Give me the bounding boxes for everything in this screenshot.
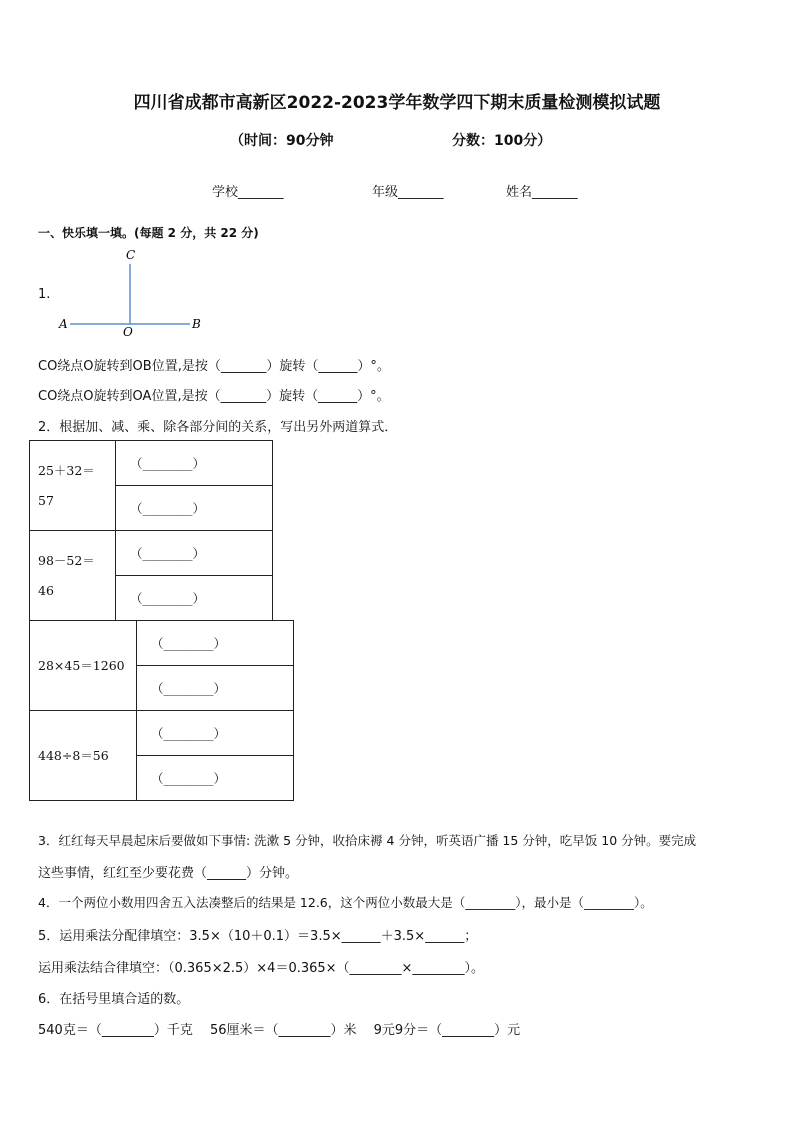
q3-line2: 这些事情，红红至少要花费（______）分钟。	[38, 866, 299, 881]
q1-line2: CO绕点O旋转到OA位置,是按（_______）旋转（______）°。	[38, 389, 390, 404]
score-label: 分数：100分）	[452, 133, 552, 149]
expr-cell: 448÷8＝56	[30, 711, 137, 801]
table-row	[30, 441, 273, 486]
page-title: 四川省成都市高新区2022-2023学年数学四下期末质量检测模拟试题	[133, 93, 661, 113]
label-b: B	[192, 317, 201, 331]
answer-blank[interactable]: （________）	[116, 441, 273, 486]
answer-blank[interactable]: （________）	[137, 711, 294, 756]
expr-cell: 28×45＝1260	[30, 621, 137, 711]
q2-table-1	[29, 440, 273, 621]
angle-diagram	[56, 246, 216, 340]
q6-line: 540克＝（________）千克 56厘米＝（________）米 9元9分＝（________）元	[38, 1023, 521, 1038]
expr-cell: 25＋32＝ 57	[30, 441, 116, 531]
answer-blank[interactable]: （________）	[137, 756, 294, 801]
q3-line1: 3．红红每天早晨起床后要做如下事情: 洗漱 5 分钟，收拾床褥 4 分钟，听英语广播 15 分钟，吃早饭 10 分钟。要完成	[38, 833, 697, 848]
label-o: O	[123, 325, 133, 339]
expr-cell: 98－52＝ 46	[30, 531, 116, 621]
q6-text: 6．在括号里填合适的数。	[38, 992, 190, 1007]
table-row	[30, 531, 273, 576]
time-label: （时间：90分钟	[230, 133, 334, 149]
answer-blank[interactable]: （________）	[116, 531, 273, 576]
q4-text: 4．一个两位小数用四舍五入法凑整后的结果是 12.6，这个两位小数最大是（________），最小是（________）。	[38, 895, 653, 910]
q2-text: 2．根据加、减、乘、除各部分间的关系，写出另外两道算式．	[38, 420, 398, 435]
answer-blank[interactable]: （________）	[137, 666, 294, 711]
table-row	[30, 711, 294, 756]
name-field: 姓名_______	[506, 185, 578, 200]
question-number: 1.	[38, 287, 51, 302]
section-heading: 一、快乐填一填。(每题 2 分，共 22 分)	[38, 226, 259, 240]
grade-field: 年级_______	[372, 185, 444, 200]
q5-line1: 5．运用乘法分配律填空：3.5×（10＋0.1）＝3.5×______＋3.5×______；	[38, 929, 478, 944]
table-row	[30, 621, 294, 666]
school-field: 学校_______	[212, 185, 284, 200]
answer-blank[interactable]: （________）	[116, 576, 273, 621]
q5-line2: 运用乘法结合律填空：（0.365×2.5）×4＝0.365×（________×________）。	[38, 961, 484, 976]
q2-table-2	[29, 620, 294, 801]
label-c: C	[126, 248, 136, 262]
q1-line1: CO绕点O旋转到OB位置,是按（_______）旋转（______）°。	[38, 359, 390, 374]
label-a: A	[59, 317, 68, 331]
answer-blank[interactable]: （________）	[137, 621, 294, 666]
answer-blank[interactable]: （________）	[116, 486, 273, 531]
